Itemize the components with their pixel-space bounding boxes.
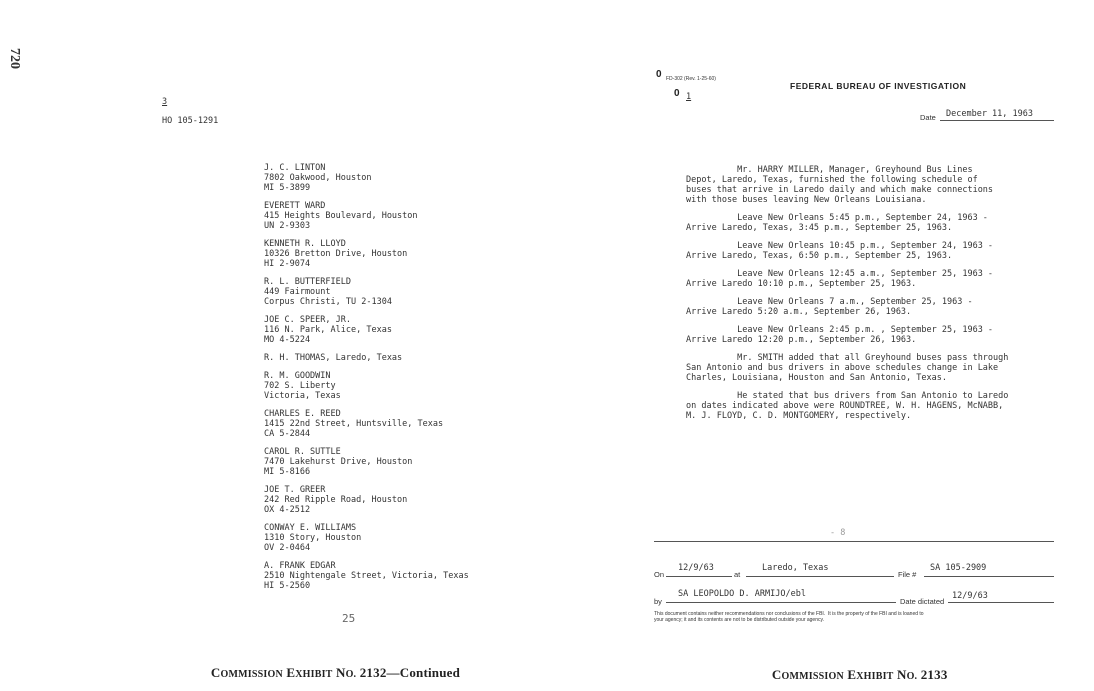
contact-detail: 10326 Bretton Drive, Houston — [264, 249, 408, 259]
contact-name: CHARLES E. REED — [264, 409, 341, 419]
margin-page-number: 720 — [7, 48, 22, 69]
date-rule — [940, 120, 1054, 121]
report-paragraph — [686, 241, 1056, 261]
contact-name: CONWAY E. WILLIAMS — [264, 523, 357, 533]
contact-detail: 242 Red Ripple Road, Houston — [264, 495, 408, 505]
left-caption-suffix: —Continued — [386, 665, 461, 680]
mark-below: 0 — [674, 88, 681, 99]
file-rule — [924, 576, 1054, 577]
contact-name: R. M. GOODWIN — [264, 371, 331, 381]
contact-name: KENNETH R. LLOYD — [264, 239, 346, 249]
report-line: buses that arrive in Laredo daily and which make connections — [686, 185, 994, 195]
contact-detail: HI 5-2560 — [264, 581, 311, 591]
contact-detail: OV 2-0464 — [264, 543, 311, 553]
report-line: San Antonio and bus drivers in above schedules change in Lake — [686, 363, 999, 373]
by-label: by — [654, 597, 662, 606]
contact-detail: 449 Fairmount — [264, 287, 331, 297]
at-rule — [746, 576, 894, 577]
report-line: Mr. SMITH added that all Greyhound buses pass through — [686, 353, 1009, 363]
right-exhibit-caption — [765, 651, 948, 683]
contact-detail: 7802 Oakwood, Houston — [264, 173, 372, 183]
date-value: December 11, 1963 — [946, 109, 1033, 119]
report-line: Arrive Laredo 12:20 p.m., September 26, 1963. — [686, 335, 917, 345]
report-line: Arrive Laredo 10:10 p.m., September 25, 1963. — [686, 279, 917, 289]
left-caption-text: COMMISSION EXHIBIT NO. 2132 — [210, 665, 387, 680]
contact-detail: Victoria, Texas — [264, 391, 341, 401]
contact-detail: 415 Heights Boulevard, Houston — [264, 211, 418, 221]
report-paragraph — [686, 165, 1056, 205]
contact-detail: OX 4-2512 — [264, 505, 311, 515]
on-rule — [666, 576, 732, 577]
report-paragraph — [686, 213, 1056, 233]
report-line: Arrive Laredo 5:20 a.m., September 26, 1963. — [686, 307, 912, 317]
contact-entry — [264, 409, 534, 439]
report-paragraph — [686, 269, 1056, 289]
contact-detail: Corpus Christi, TU 2-1304 — [264, 297, 392, 307]
left-footer-number: 25 — [342, 612, 356, 625]
report-paragraph — [686, 353, 1056, 383]
disclaimer-line-2: your agency; it and its contents are not to be distributed outside your agency. — [654, 617, 825, 623]
at-value: Laredo, Texas — [762, 563, 829, 573]
dictated-label: Date dictated — [900, 597, 945, 606]
contact-name: EVERETT WARD — [264, 201, 326, 211]
report-line: Leave New Orleans 7 a.m., September 25, 1963 - — [686, 297, 973, 307]
contact-detail: MO 4-5224 — [264, 335, 311, 345]
contact-entry — [264, 561, 534, 591]
by-value: SA LEOPOLDO D. ARMIJO/ebl — [678, 589, 806, 599]
contact-entry — [264, 315, 534, 345]
dictated-value: 12/9/63 — [952, 591, 988, 601]
report-body — [686, 165, 1056, 429]
contact-detail: 2510 Nightengale Street, Victoria, Texas — [264, 571, 469, 581]
contact-name: JOE C. SPEER, JR. — [264, 315, 351, 325]
report-paragraph — [686, 391, 1056, 421]
contact-detail: 7470 Lakehurst Drive, Houston — [264, 457, 413, 467]
contact-entry — [264, 371, 534, 401]
contact-detail: CA 5-2844 — [264, 429, 311, 439]
report-line: with those buses leaving New Orleans Louisiana. — [686, 195, 927, 205]
contact-name: R. L. BUTTERFIELD — [264, 277, 351, 287]
contact-entry — [264, 353, 534, 363]
report-line: M. J. FLOYD, C. D. MONTGOMERY, respectively. — [686, 411, 912, 421]
form-number: FD-302 (Rev. 1-25-60) — [666, 76, 716, 82]
dictated-rule — [948, 602, 1054, 603]
report-line: on dates indicated above were ROUNDTREE, W. H. HAGENS, McNABB, — [686, 401, 1004, 411]
report-line: Leave New Orleans 10:45 p.m., September 24, 1963 - — [686, 241, 994, 251]
disclaimer-line-1: This document contains neither recommendations nor conclusions of the FBI. It is the property of the FBI and is loaned to — [654, 611, 924, 617]
report-line: Leave New Orleans 2:45 p.m. , September 25, 1963 - — [686, 325, 994, 335]
report-paragraph — [686, 297, 1056, 317]
report-line: Depot, Laredo, Texas, furnished the following schedule of — [686, 175, 978, 185]
contact-entry — [264, 523, 534, 553]
contact-entry — [264, 485, 534, 515]
left-file-ref: HO 105-1291 — [162, 116, 219, 126]
contact-detail: MI 5-3899 — [264, 183, 311, 193]
contact-detail: HI 2-9074 — [264, 259, 311, 269]
file-value: SA 105-2909 — [930, 563, 987, 573]
left-exhibit-caption — [204, 649, 460, 681]
contact-entry — [264, 163, 534, 193]
contact-list — [264, 163, 534, 599]
report-paragraph — [686, 325, 1056, 345]
contact-name: A. FRANK EDGAR — [264, 561, 336, 571]
contact-name: J. C. LINTON — [264, 163, 326, 173]
contact-detail: 702 S. Liberty — [264, 381, 336, 391]
file-label: File # — [898, 570, 917, 579]
right-caption-text: COMMISSION EXHIBIT NO. 2133 — [771, 667, 948, 682]
report-line: Leave New Orleans 12:45 a.m., September 25, 1963 - — [686, 269, 994, 279]
date-label: Date — [920, 113, 936, 122]
report-line: Charles, Louisiana, Houston and San Antonio, Texas. — [686, 373, 947, 383]
left-page-number: 3 — [162, 97, 168, 107]
contact-entry — [264, 239, 534, 269]
report-line: Mr. HARRY MILLER, Manager, Greyhound Bus Lines — [686, 165, 973, 175]
report-line: Arrive Laredo, Texas, 3:45 p.m., September 25, 1963. — [686, 223, 953, 233]
mark-top: 0 — [656, 69, 663, 80]
agency-title: FEDERAL BUREAU OF INVESTIGATION — [790, 81, 967, 91]
contact-detail: MI 5-8166 — [264, 467, 311, 477]
stamp-mark: - 8 — [830, 528, 846, 538]
report-line: Arrive Laredo, Texas, 6:50 p.m., September 25, 1963. — [686, 251, 953, 261]
contact-detail: 116 N. Park, Alice, Texas — [264, 325, 392, 335]
on-label: On — [654, 570, 665, 579]
by-rule — [666, 602, 896, 603]
contact-name: R. H. THOMAS, Laredo, Texas — [264, 353, 403, 363]
right-page-number: 1 — [686, 92, 692, 102]
at-label: at — [734, 570, 741, 579]
contact-name: CAROL R. SUTTLE — [264, 447, 341, 457]
report-line: Leave New Orleans 5:45 p.m., September 24, 1963 - — [686, 213, 988, 223]
contact-detail: 1415 22nd Street, Huntsville, Texas — [264, 419, 444, 429]
report-line: He stated that bus drivers from San Antonio to Laredo — [686, 391, 1009, 401]
contact-entry — [264, 447, 534, 477]
on-value: 12/9/63 — [678, 563, 714, 573]
contact-detail: 1310 Story, Houston — [264, 533, 362, 543]
contact-entry — [264, 201, 534, 231]
top-form-rule — [654, 541, 1054, 542]
contact-detail: UN 2-9303 — [264, 221, 311, 231]
contact-entry — [264, 277, 534, 307]
contact-name: JOE T. GREER — [264, 485, 326, 495]
